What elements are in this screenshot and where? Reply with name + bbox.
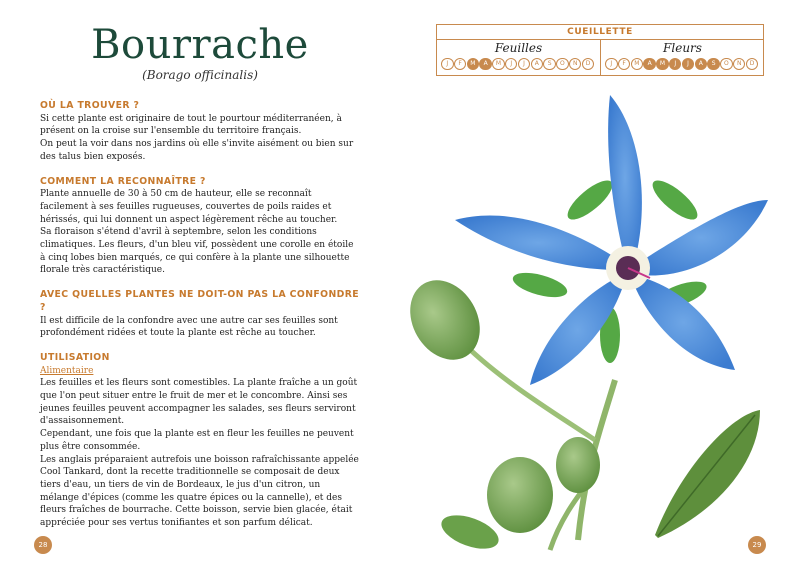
month-indicator: A — [643, 58, 656, 70]
month-indicator: M — [492, 58, 505, 70]
month-indicator: D — [582, 58, 595, 70]
paragraph: Il est difficile de la confondre avec une autre car ses feuilles sont profondément ridées et toute la plante est rêche au toucher. — [40, 315, 338, 339]
month-indicator: S — [543, 58, 556, 70]
month-indicator: J — [682, 58, 695, 70]
paragraph: Les anglais préparaient autrefois une boisson rafraîchissante appelée Cool Tankard, dont la recette traditionnelle se composait de deux tiers d'eau, un tiers de vin de Bordeaux, le jus d'un citron, un mélange d'épices (comme les quatre épices ou la cannelle), et des fleurs fraîches de bourrache. Cette boisson, servie bien glacée, était appréciée pour ses vertus tonifiantes et son parfum délicat. — [40, 454, 359, 529]
section-utilisation — [40, 352, 360, 530]
section-heading: OÙ LA TROUVER ? — [40, 100, 140, 111]
month-indicator: A — [479, 58, 492, 70]
article-body — [40, 100, 360, 542]
month-indicator: D — [746, 58, 759, 70]
harvest-calendar — [436, 24, 764, 76]
month-indicator: F — [618, 58, 631, 70]
month-indicator: A — [695, 58, 708, 70]
right-page — [400, 0, 800, 570]
paragraph: Si cette plante est originaire de tout le pourtour méditerranéen, à présent on la croise sur l'ensemble du territoire français. — [40, 113, 342, 137]
harvest-title: CUEILLETTE — [437, 25, 763, 40]
subheading-alimentaire: Alimentaire — [40, 365, 94, 376]
leaves-label: Feuilles — [494, 41, 543, 55]
bud-bottom — [487, 457, 553, 533]
month-indicator: O — [556, 58, 569, 70]
page-title: Bourrache — [91, 22, 309, 68]
section-heading: COMMENT LA RECONNAÎTRE ? — [40, 175, 206, 187]
paragraph: On peut la voir dans nos jardins où elle s'invite aisément ou bien sur des talus bien exposés. — [40, 139, 354, 162]
section-confusion — [40, 289, 360, 340]
month-indicator: F — [454, 58, 467, 70]
paragraph: Cependant, une fois que la plante est en fleur les feuilles ne peuvent plus être consommée. — [40, 429, 354, 452]
month-indicator: S — [707, 58, 720, 70]
month-indicator: A — [531, 58, 544, 70]
month-indicator: M — [467, 58, 480, 70]
page-number-left: 28 — [34, 536, 52, 554]
section-heading: UTILISATION — [40, 351, 110, 363]
month-indicator: O — [720, 58, 733, 70]
month-indicator: J — [669, 58, 682, 70]
month-indicator: J — [441, 58, 454, 70]
paragraph: Plante annuelle de 30 à 50 cm de hauteur, elle se reconnaît facilement à ses feuilles rugueuses, couvertes de poils raides et hérissés, qui lui donnent un aspect légèrement rêche au toucher. — [40, 189, 338, 225]
latin-name: (Borago officinalis) — [142, 68, 258, 82]
flowers-label: Fleurs — [663, 41, 702, 55]
paragraph: Sa floraison s'étend d'avril à septembre, selon les conditions climatiques. Les fleurs, d'un bleu vif, possèdent une corolle en étoile à cinq lobes bien marqués, ce qui confère à la plante une silhouette florale très caractéristique. — [40, 227, 354, 276]
section-heading: AVEC QUELLES PLANTES NE DOIT-ON PAS LA CONFONDRE ? — [40, 289, 360, 313]
flowers-column — [601, 39, 764, 75]
borage-illustration — [400, 80, 800, 570]
month-indicator: J — [505, 58, 518, 70]
leaves-months — [441, 58, 596, 70]
section-recognize — [40, 176, 360, 278]
month-indicator: J — [518, 58, 531, 70]
section-where — [40, 100, 360, 164]
month-indicator: J — [605, 58, 618, 70]
flowers-months — [605, 58, 760, 70]
paragraph: Les feuilles et les fleurs sont comestibles. La plante fraîche a un goût que l'on peut situer entre le fruit de mer et le concombre. Ainsi ses jeunes feuilles peuvent accompagner les salades, ses fleurs serviront d'assaisonnement. — [40, 378, 358, 427]
leaves-column — [437, 39, 601, 75]
month-indicator: N — [733, 58, 746, 70]
month-indicator: N — [569, 58, 582, 70]
bud-small — [556, 437, 600, 493]
page-number-right: 29 — [748, 536, 766, 554]
month-indicator: M — [656, 58, 669, 70]
month-indicator: M — [631, 58, 644, 70]
